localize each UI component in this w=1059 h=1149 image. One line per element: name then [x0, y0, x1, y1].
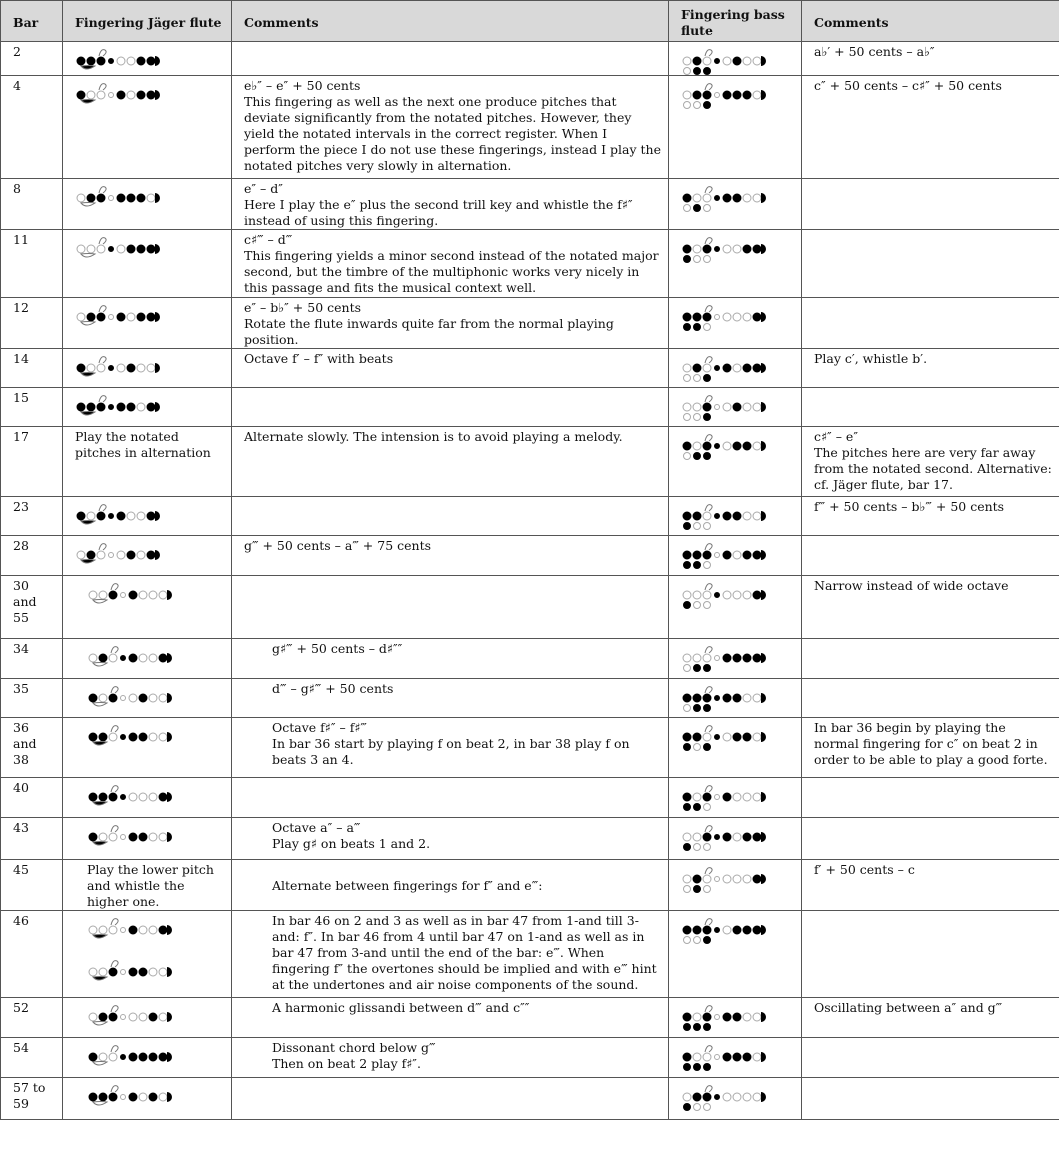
bass-fingering-icon: [681, 432, 771, 460]
jager-comment-cell: [232, 576, 669, 639]
jager-fingering-cell: [63, 998, 232, 1038]
bass-comment-cell: f′ + 50 cents – c: [802, 860, 1059, 911]
bass-fingering-icon: [681, 644, 771, 672]
jager-fingering-cell: [63, 860, 232, 911]
bass-fingering-cell: [669, 639, 802, 679]
table-row: [1, 298, 1059, 349]
bar-cell: 52: [1, 998, 63, 1038]
jager-fingering-cell: [63, 76, 232, 179]
table-row: [1, 718, 1059, 778]
jager-fingering-cell: [63, 718, 232, 778]
jager-comment-cell: [232, 1078, 669, 1120]
bar-cell: 46: [1, 911, 63, 998]
jager-fingering-cell: [63, 42, 232, 76]
bar-cell: 17: [1, 427, 63, 497]
jager-fingering-icon: [75, 303, 165, 331]
jager-fingering-icon: [87, 1003, 177, 1031]
jager-fingering-cell: [63, 1038, 232, 1078]
bass-fingering-cell: [669, 349, 802, 388]
bass-comment-cell: [802, 639, 1059, 679]
jager-fingering-icon: [75, 184, 165, 212]
jager-comment-cell: [232, 497, 669, 536]
bass-fingering-icon: [681, 47, 771, 75]
table-row: [1, 911, 1059, 998]
jager-comment-cell: Alternate between fingerings for f″ and e‴:: [232, 860, 669, 911]
bass-fingering-cell: [669, 718, 802, 778]
bass-fingering-icon: [681, 393, 771, 421]
jager-fingering-icon: [75, 393, 165, 421]
bass-comment-cell: Play c′, whistle b′.: [802, 349, 1059, 388]
jager-comment-cell: g♯‴ + 50 cents – d♯″″: [232, 639, 669, 679]
table-row: [1, 349, 1059, 388]
bass-fingering-cell: [669, 42, 802, 76]
bar-cell: 23: [1, 497, 63, 536]
bass-comment-cell: c″ + 50 cents – c♯″ + 50 cents: [802, 76, 1059, 179]
bass-comment-cell: [802, 911, 1059, 998]
bass-fingering-cell: [669, 778, 802, 818]
bar-cell: 15: [1, 388, 63, 427]
jager-note: Play the lower pitch and whistle the higher one.: [87, 862, 214, 909]
jager-fingering-cell: [63, 679, 232, 718]
table-row: [1, 639, 1059, 679]
bar-cell: 4: [1, 76, 63, 179]
jager-comment-cell: Alternate slowly. The intension is to avoid playing a melody.: [232, 427, 669, 497]
jager-comment-cell: e″ – d″ Here I play the e″ plus the second trill key and whistle the f♯″ instead of using this fingering.: [232, 179, 669, 230]
jager-comment-cell: A harmonic glissandi between d‴ and c″″: [232, 998, 669, 1038]
bass-comment-cell: Oscillating between a″ and g‴: [802, 998, 1059, 1038]
jager-fingering-cell: [63, 388, 232, 427]
bass-fingering-icon: [681, 783, 771, 811]
table-row: [1, 818, 1059, 860]
bass-fingering-cell: [669, 298, 802, 349]
bar-cell: 28: [1, 536, 63, 576]
bass-fingering-cell: [669, 497, 802, 536]
jager-fingering-cell: [63, 497, 232, 536]
jager-comment-cell: In bar 46 on 2 and 3 as well as in bar 47 from 1-and till 3-and: f″. In bar 46 from 4 until bar 47 on 1-and as well as in bar 47 from 3-and until the end of the bar: e‴. When fingering f″ the overtones should be implied and with e‴ hint at the undertones and air noise components of the sound.: [232, 911, 669, 998]
bar-cell: 45: [1, 860, 63, 911]
bass-comment-cell: [802, 179, 1059, 230]
bar-cell: 35: [1, 679, 63, 718]
jager-comment-cell: Dissonant chord below g‴ Then on beat 2 play f♯″.: [232, 1038, 669, 1078]
header-fingering-jager: Fingering Jäger flute: [63, 1, 232, 42]
bass-fingering-icon: [681, 235, 771, 263]
jager-fingering-icon: [87, 1083, 177, 1111]
header-row: [1, 1, 1059, 42]
jager-fingering-icon: [87, 644, 177, 672]
jager-fingering-icon: [87, 1043, 177, 1071]
bass-fingering-icon: [681, 916, 771, 944]
bar-cell: 54: [1, 1038, 63, 1078]
table-row: [1, 427, 1059, 497]
jager-fingering-icon: [75, 47, 165, 75]
jager-fingering-icon: [87, 684, 177, 712]
bar-cell: 12: [1, 298, 63, 349]
table-row: [1, 998, 1059, 1038]
bass-fingering-icon: [681, 723, 771, 751]
bass-fingering-icon: [681, 865, 771, 893]
bass-fingering-cell: [669, 388, 802, 427]
table-row: [1, 778, 1059, 818]
bass-fingering-icon: [681, 581, 771, 609]
table-row: [1, 1078, 1059, 1120]
jager-fingering-icon: [75, 502, 165, 530]
bar-cell: 2: [1, 42, 63, 76]
bass-fingering-cell: [669, 860, 802, 911]
jager-comment-cell: [232, 388, 669, 427]
jager-fingering-icon: [75, 81, 165, 109]
bass-fingering-icon: [681, 502, 771, 530]
header-bar: Bar: [1, 1, 63, 42]
bass-fingering-cell: [669, 679, 802, 718]
jager-comment-cell: g‴ + 50 cents – a‴ + 75 cents: [232, 536, 669, 576]
jager-fingering-cell: [63, 427, 232, 497]
bass-comment-cell: [802, 230, 1059, 298]
table-row: [1, 42, 1059, 76]
bass-comment-cell: [802, 778, 1059, 818]
jager-fingering-icon: [87, 723, 177, 751]
jager-comment-cell: e″ – b♭″ + 50 cents Rotate the flute inwards quite far from the normal playing position.: [232, 298, 669, 349]
bass-comment-cell: [802, 536, 1059, 576]
bass-fingering-icon: [681, 1043, 771, 1071]
bass-fingering-icon: [681, 184, 771, 212]
jager-fingering-cell: [63, 1078, 232, 1120]
bass-fingering-icon: [681, 354, 771, 382]
bar-cell: 14: [1, 349, 63, 388]
header-comments-bass: Comments: [802, 1, 1059, 42]
bass-comment-cell: [802, 679, 1059, 718]
jager-comment-cell: c♯‴ – d‴ This fingering yields a minor second instead of the notated major second, but the timbre of the multiphonic works very nicely in this passage and fits the musical context well.: [232, 230, 669, 298]
jager-fingering-cell: [63, 576, 232, 639]
jager-comment-cell: [232, 42, 669, 76]
bass-comment-cell: a♭′ + 50 cents – a♭″: [802, 42, 1059, 76]
jager-fingering-icon: [75, 354, 165, 382]
table-row: [1, 576, 1059, 639]
bass-comment-cell: In bar 36 begin by playing the normal fingering for c″ on beat 2 in order to be able to play a good forte.: [802, 718, 1059, 778]
header-fingering-bass: Fingering bass flute: [669, 1, 802, 42]
jager-fingering-cell: [63, 818, 232, 860]
jager-comment-cell: e♭″ – e″ + 50 cents This fingering as well as the next one produce pitches that deviate significantly from the notated pitches. However, they yield the notated intervals in the correct register. When I perform the piece I do not use these fingerings, instead I play the notated pitches very slowly in alternation.: [232, 76, 669, 179]
bass-comment-cell: [802, 298, 1059, 349]
bass-fingering-icon: [681, 541, 771, 569]
bar-cell: 11: [1, 230, 63, 298]
jager-fingering-icon: [87, 581, 177, 609]
bass-fingering-cell: [669, 536, 802, 576]
bar-cell: 43: [1, 818, 63, 860]
jager-fingering-icon: [87, 783, 177, 811]
table-row: [1, 497, 1059, 536]
bar-cell: 57 to 59: [1, 1078, 63, 1120]
jager-fingering-cell: [63, 349, 232, 388]
bass-fingering-icon: [681, 81, 771, 109]
jager-fingering-icon: [75, 541, 165, 569]
table-row: [1, 679, 1059, 718]
jager-fingering-icon: [75, 235, 165, 263]
bar-cell: 34: [1, 639, 63, 679]
bar-cell: 36 and 38: [1, 718, 63, 778]
bass-fingering-cell: [669, 818, 802, 860]
table-row: [1, 1038, 1059, 1078]
jager-comment-cell: d‴ – g♯‴ + 50 cents: [232, 679, 669, 718]
table-row: [1, 230, 1059, 298]
bass-fingering-cell: [669, 911, 802, 998]
table-row: [1, 179, 1059, 230]
bass-fingering-icon: [681, 684, 771, 712]
bass-fingering-icon: [681, 303, 771, 331]
jager-fingering-cell: [63, 179, 232, 230]
bass-comment-cell: Narrow instead of wide octave: [802, 576, 1059, 639]
bass-fingering-icon: [681, 1083, 771, 1111]
jager-fingering-cell: [63, 298, 232, 349]
bass-fingering-cell: [669, 427, 802, 497]
bass-fingering-cell: [669, 179, 802, 230]
jager-comment-cell: Octave a″ – a‴ Play g♯ on beats 1 and 2.: [232, 818, 669, 860]
jager-fingering-cell: [63, 230, 232, 298]
bass-fingering-cell: [669, 998, 802, 1038]
jager-fingering-icon: [87, 823, 177, 851]
jager-comment-cell: Octave f♯″ – f♯‴ In bar 36 start by playing f on beat 2, in bar 38 play f on beats 3 an 4.: [232, 718, 669, 778]
jager-fingering-cell: [63, 778, 232, 818]
table-row: [1, 536, 1059, 576]
bar-cell: 40: [1, 778, 63, 818]
bass-fingering-cell: [669, 1078, 802, 1120]
header-comments-jager: Comments: [232, 1, 669, 42]
jager-fingering-cell: [63, 639, 232, 679]
bass-fingering-cell: [669, 76, 802, 179]
jager-fingering-icon: [87, 916, 177, 944]
bass-comment-cell: c♯″ – e″ The pitches here are very far away from the notated second. Alternative: cf. Jäger flute, bar 17.: [802, 427, 1059, 497]
bass-fingering-icon: [681, 1003, 771, 1031]
jager-note: Play the notated pitches in alternation: [75, 429, 211, 460]
bass-fingering-cell: [669, 1038, 802, 1078]
bass-fingering-icon: [681, 823, 771, 851]
bass-comment-cell: [802, 818, 1059, 860]
jager-fingering-cell: [63, 536, 232, 576]
bass-comment-cell: [802, 1038, 1059, 1078]
bar-cell: 30 and 55: [1, 576, 63, 639]
bar-cell: 8: [1, 179, 63, 230]
table-body: [1, 42, 1059, 1120]
table-row: [1, 76, 1059, 179]
jager-comment-cell: [232, 778, 669, 818]
table-row: [1, 860, 1059, 911]
table-row: [1, 388, 1059, 427]
bass-comment-cell: f‴ + 50 cents – b♭‴ + 50 cents: [802, 497, 1059, 536]
bass-comment-cell: [802, 388, 1059, 427]
bass-comment-cell: [802, 1078, 1059, 1120]
bass-fingering-cell: [669, 230, 802, 298]
jager-fingering-cell: [63, 911, 232, 998]
jager-comment-cell: Octave f′ – f″ with beats: [232, 349, 669, 388]
jager-fingering-icon: [87, 958, 177, 986]
bass-fingering-cell: [669, 576, 802, 639]
